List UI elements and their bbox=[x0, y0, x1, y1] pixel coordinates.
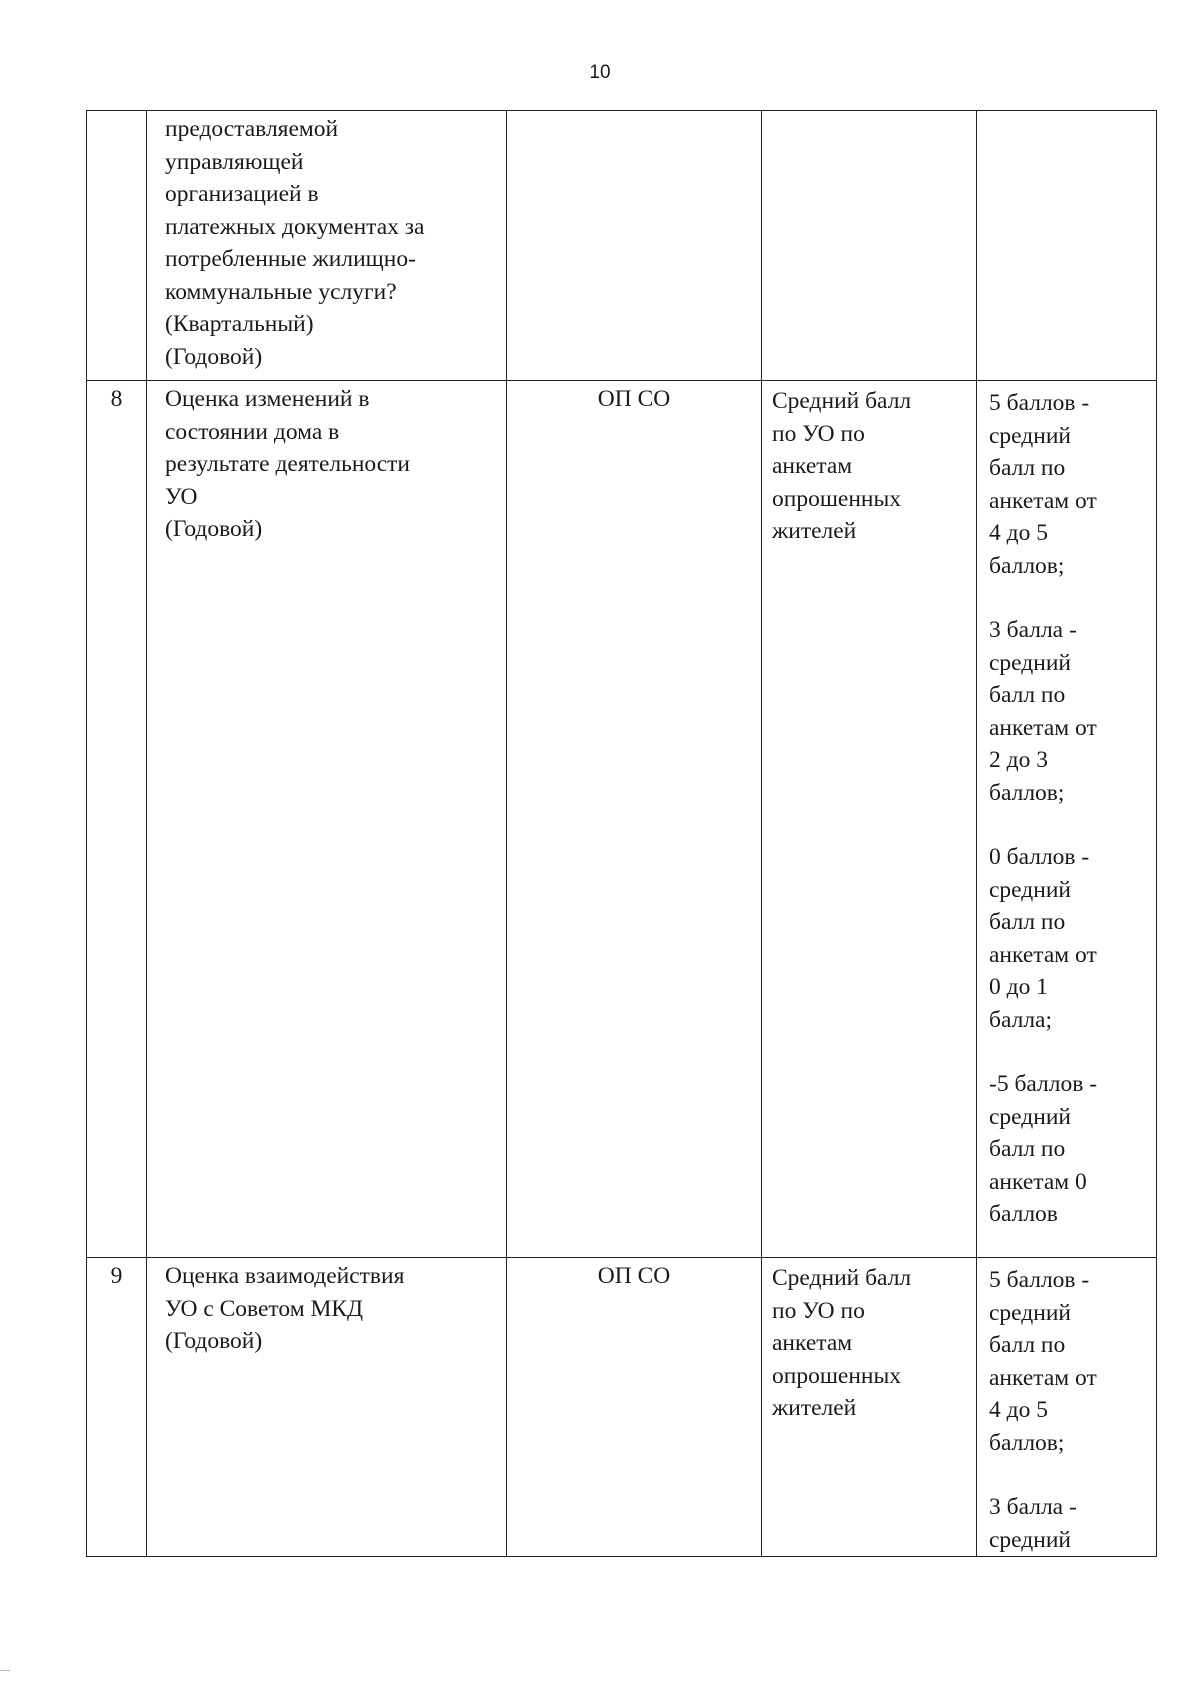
criterion-line: УО с Советом МКД bbox=[165, 1295, 364, 1322]
criterion-line: предоставляемой bbox=[165, 116, 339, 142]
score-line: средний bbox=[989, 1526, 1071, 1553]
score-line: баллов bbox=[989, 1201, 1058, 1227]
table-row-continuation bbox=[87, 111, 1157, 381]
score-line: -5 баллов - bbox=[989, 1071, 1098, 1097]
score-line: балл по bbox=[989, 1332, 1066, 1358]
score-line: баллов; bbox=[989, 1429, 1065, 1456]
row-number-cell: 9 bbox=[87, 1258, 147, 1557]
criterion-line: УО bbox=[165, 483, 198, 510]
score-line: 3 балла - bbox=[989, 1494, 1077, 1520]
source-cell: ОП СО bbox=[507, 1258, 762, 1557]
method-line: Средний балл bbox=[772, 1265, 912, 1291]
score-line: 5 баллов - bbox=[989, 1267, 1090, 1293]
table-row-9 bbox=[87, 1258, 1157, 1557]
method-line: анкетам bbox=[772, 1330, 853, 1356]
method-line: Средний балл bbox=[772, 388, 912, 414]
method-line: жителей bbox=[772, 1395, 857, 1421]
score-line: 4 до 5 bbox=[989, 520, 1048, 546]
score-line: балл по bbox=[989, 682, 1066, 708]
score-line: средний bbox=[989, 876, 1071, 903]
criterion-line: организацией в bbox=[165, 181, 319, 207]
method-line: по УО по bbox=[772, 420, 865, 447]
row-number-cell bbox=[87, 111, 147, 381]
score-line: средний bbox=[989, 1103, 1071, 1130]
score-cell bbox=[977, 381, 1157, 1258]
score-rule bbox=[989, 1264, 1148, 1459]
score-line: средний bbox=[989, 422, 1071, 449]
criterion-cell bbox=[147, 111, 507, 381]
score-line: анкетам 0 bbox=[989, 1168, 1087, 1195]
method-line: жителей bbox=[772, 518, 857, 544]
score-line: анкетам от bbox=[989, 1364, 1097, 1391]
score-cell bbox=[977, 1258, 1157, 1557]
criterion-line: (Годовой) bbox=[165, 516, 263, 542]
source-cell: ОП СО bbox=[507, 381, 762, 1258]
score-line: анкетам от bbox=[989, 714, 1097, 741]
score-line: 3 балла - bbox=[989, 617, 1077, 643]
score-line: анкетам от bbox=[989, 941, 1097, 968]
score-line: средний bbox=[989, 649, 1071, 676]
criterion-line: (Годовой) bbox=[165, 1328, 263, 1354]
method-cell bbox=[762, 1258, 977, 1557]
score-line: баллов; bbox=[989, 552, 1065, 579]
criterion-line: результате деятельности bbox=[165, 451, 411, 477]
score-rule bbox=[989, 1491, 1148, 1556]
criterion-line: (Квартальный) bbox=[165, 311, 314, 337]
criterion-line: (Годовой) bbox=[165, 343, 263, 370]
criterion-line: платежных документах за bbox=[165, 213, 425, 240]
row-number-cell: 8 bbox=[87, 381, 147, 1258]
score-line: анкетам от bbox=[989, 487, 1097, 514]
score-rule bbox=[989, 1068, 1148, 1231]
criterion-line: управляющей bbox=[165, 148, 304, 175]
score-line: балл по bbox=[989, 909, 1066, 935]
score-line: 2 до 3 bbox=[989, 747, 1048, 773]
method-line: опрошенных bbox=[772, 485, 902, 512]
criterion-line: Оценка изменений в bbox=[165, 386, 370, 412]
method-line: опрошенных bbox=[772, 1362, 902, 1389]
score-line: 4 до 5 bbox=[989, 1397, 1048, 1423]
score-rule bbox=[989, 614, 1148, 809]
score-rule bbox=[989, 841, 1148, 1036]
score-cell bbox=[977, 111, 1157, 381]
method-line: анкетам bbox=[772, 453, 853, 479]
score-line: балл по bbox=[989, 455, 1066, 481]
criterion-cell bbox=[147, 1258, 507, 1557]
score-line: 0 до 1 bbox=[989, 974, 1048, 1000]
method-cell bbox=[762, 381, 977, 1258]
criterion-line: Оценка взаимодействия bbox=[165, 1263, 405, 1289]
score-rule bbox=[989, 387, 1148, 582]
criteria-table bbox=[86, 110, 1157, 1557]
criterion-line: коммунальные услуги? bbox=[165, 278, 397, 305]
score-line: 0 баллов - bbox=[989, 844, 1090, 870]
score-line: балла; bbox=[989, 1006, 1053, 1033]
page-number: 10 bbox=[589, 62, 611, 83]
table-row-8 bbox=[87, 381, 1157, 1258]
score-line: средний bbox=[989, 1299, 1071, 1326]
method-line: по УО по bbox=[772, 1297, 865, 1324]
criterion-line: состоянии дома в bbox=[165, 418, 340, 445]
score-line: 5 баллов - bbox=[989, 390, 1090, 416]
source-cell bbox=[507, 111, 762, 381]
criterion-cell bbox=[147, 381, 507, 1258]
method-cell bbox=[762, 111, 977, 381]
scan-edge-mark bbox=[0, 1670, 10, 1671]
score-line: балл по bbox=[989, 1136, 1066, 1162]
score-line: баллов; bbox=[989, 779, 1065, 806]
criterion-line: потребленные жилищно- bbox=[165, 246, 416, 272]
